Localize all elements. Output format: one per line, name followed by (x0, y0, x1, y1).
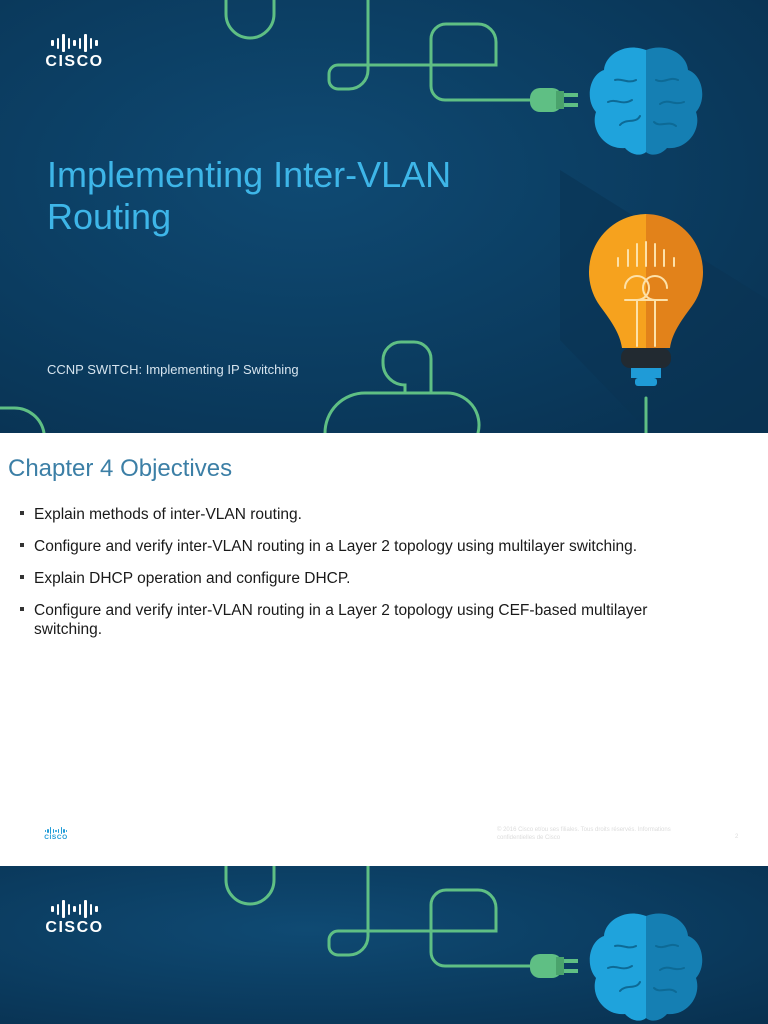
cisco-logo-bars-icon (51, 34, 98, 52)
objective-item: Explain DHCP operation and configure DHCP. (20, 569, 710, 588)
green-cable-lines (226, 866, 530, 966)
cisco-logo (41, 900, 108, 937)
footer-cisco-logo (41, 827, 71, 841)
next-slide (0, 866, 768, 1024)
cisco-logo-text: CISCO (44, 834, 68, 841)
objectives-slide (0, 433, 768, 866)
brain-icon (590, 48, 703, 155)
brain-icon (590, 914, 703, 1021)
presentation-subtitle: CCNP SWITCH: Implementing IP Switching (47, 362, 299, 377)
cisco-logo-bars-icon (45, 827, 68, 834)
decorative-illustration (0, 866, 768, 1024)
title-slide (0, 0, 768, 433)
presentation-title: Implementing Inter-VLAN Routing (47, 154, 452, 237)
plug-icon (530, 954, 578, 978)
slide-heading: Chapter 4 Objectives (8, 455, 233, 482)
cisco-logo-text: CISCO (45, 919, 104, 936)
copyright-notice: © 2016 Cisco et/ou ses filiales. Tous droits réservés. Informations confidentielles de Cisco (497, 827, 671, 841)
objective-item: Configure and verify inter-VLAN routing in a Layer 2 topology using CEF-based multilayer switching. (20, 601, 710, 639)
cisco-logo-bars-icon (51, 900, 98, 918)
page-number: 2 (735, 834, 739, 840)
cisco-logo (41, 34, 108, 71)
cisco-logo-text: CISCO (45, 53, 104, 70)
objectives-list (20, 505, 710, 652)
objective-item: Configure and verify inter-VLAN routing in a Layer 2 topology using multilayer switching. (20, 537, 710, 556)
plug-icon (530, 88, 578, 112)
objective-item: Explain methods of inter-VLAN routing. (20, 505, 710, 524)
